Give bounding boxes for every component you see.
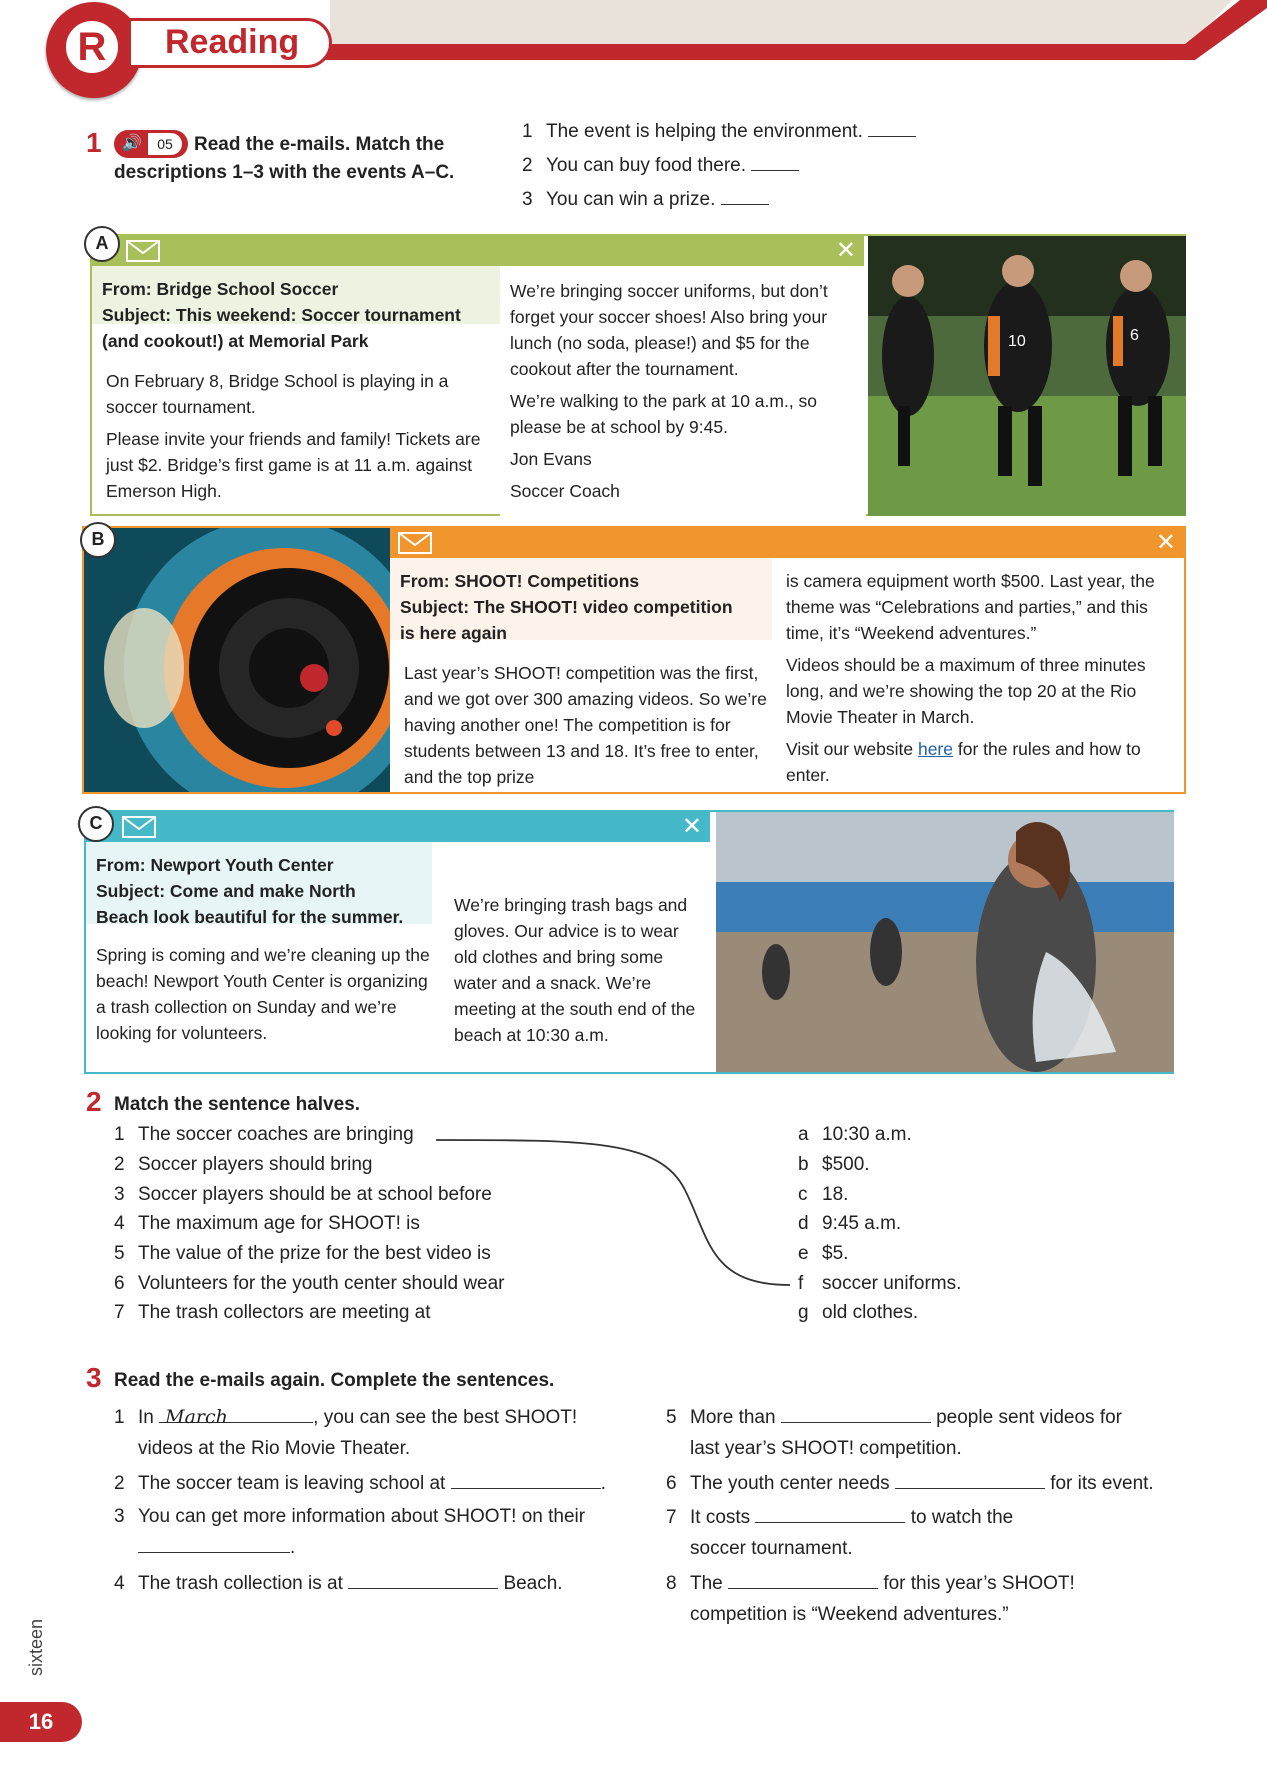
exercise-instruction: Match the sentence halves. — [114, 1094, 361, 1115]
answer-blank[interactable] — [868, 118, 916, 137]
email-from: From: SHOOT! Competitions — [400, 571, 640, 591]
answer-blank[interactable] — [138, 1534, 290, 1553]
svg-text:6: 6 — [1130, 327, 1139, 344]
email-body: We’re bringing soccer uniforms, but don’t forget your soccer shoes! Also bring your lunch (no soda, please!) and $5 for the cookout after the tournament. We’re walking to the park at 10 a.m., so please be at school by 9:45. Jon Evans Soccer Coach — [510, 278, 866, 510]
exercise-instruction: Read the e-mails. Match the — [194, 134, 445, 155]
close-icon[interactable]: ✕ — [681, 813, 702, 840]
list-item: b $500. — [798, 1154, 870, 1175]
answer-blank[interactable] — [755, 1504, 905, 1523]
section-title: Reading — [128, 18, 332, 68]
list-item: 2 The soccer team is leaving school at . — [114, 1470, 606, 1497]
answer-blank[interactable] — [721, 186, 769, 205]
camera-lens-photo — [84, 528, 390, 792]
answer-blank[interactable] — [895, 1470, 1045, 1489]
list-item: . — [138, 1534, 295, 1561]
email-body: is camera equipment worth $500. Last year, the theme was “Celebrations and parties,” and this time, it’s “Weekend adventures.” Videos should be a maximum of three minutes long, and we’re showing the top 20 at the Rio Movie Theater in March. Visit our website here for the rules and how to enter. — [786, 571, 1155, 785]
page-word: sixteen — [26, 1618, 46, 1676]
email-from: From: Newport Youth Center — [96, 855, 334, 875]
audio-track-number: 05 — [148, 133, 182, 155]
list-item: d 9:45 a.m. — [798, 1213, 902, 1234]
list-item: soccer tournament. — [690, 1538, 853, 1559]
website-link[interactable]: here — [917, 739, 953, 759]
email-a — [90, 234, 1186, 516]
list-item: 3 Soccer players should be at school before — [114, 1184, 492, 1205]
soccer-photo — [868, 236, 1186, 516]
list-item: 2 You can buy food there. — [522, 152, 799, 179]
email-letter-a: A — [84, 226, 120, 262]
list-item: e $5. — [798, 1243, 849, 1264]
exercise-instruction: Read the e-mails again. Complete the sentences. — [114, 1370, 555, 1391]
list-item: c 18. — [798, 1184, 849, 1205]
email-signature-role: Soccer Coach — [510, 481, 620, 501]
email-c — [84, 810, 1174, 1074]
answer-blank[interactable] — [451, 1470, 601, 1489]
audio-track-button[interactable] — [114, 130, 188, 158]
email-subject: is here again — [400, 623, 507, 643]
email-subject: Subject: The SHOOT! video competition — [400, 597, 733, 617]
svg-text:10: 10 — [1008, 333, 1026, 350]
close-icon[interactable]: ✕ — [1155, 529, 1176, 556]
email-subject: Subject: Come and make North — [96, 881, 356, 901]
list-item: competition is “Weekend adventures.” — [690, 1604, 1009, 1625]
email-from: From: Bridge School Soccer — [102, 279, 339, 299]
answer-blank[interactable]: March — [159, 1404, 313, 1423]
email-body: We’re bringing trash bags and gloves. Our advice is to wear old clothes and bring some water and a snack. We’re meeting at the south end of the beach at 10:30 a.m. — [454, 895, 696, 1045]
email-subject: Subject: This weekend: Soccer tournament — [102, 305, 461, 325]
close-icon[interactable]: ✕ — [835, 237, 856, 264]
envelope-icon — [398, 532, 432, 554]
list-item: 5 The value of the prize for the best video is — [114, 1243, 491, 1264]
list-item: 3 You can get more information about SHOOT! on their — [114, 1506, 586, 1527]
list-item: 5 More than people sent videos for — [666, 1404, 1122, 1431]
list-item: 3 You can win a prize. — [522, 186, 769, 213]
email-titlebar — [86, 812, 710, 842]
email-b — [82, 526, 1186, 794]
email-signature: Jon Evans — [510, 449, 592, 469]
envelope-icon — [122, 816, 156, 838]
answer-blank[interactable] — [348, 1570, 498, 1589]
list-item: 6 Volunteers for the youth center should wear — [114, 1273, 505, 1294]
list-item: 2 Soccer players should bring — [114, 1154, 373, 1175]
list-item: 4 The trash collection is at Beach. — [114, 1570, 563, 1597]
section-badge-letter: R — [63, 18, 121, 76]
email-letter-c: C — [78, 806, 114, 842]
answer-blank[interactable] — [781, 1404, 931, 1423]
exercise-number: 2 — [86, 1086, 102, 1117]
email-subject: (and cookout!) at Memorial Park — [102, 331, 369, 351]
email-body: On February 8, Bridge School is playing in a soccer tournament. Please invite your friends and family! Tickets are just $2. Bridge’s first game is at 11 a.m. against Emerson High. — [106, 371, 481, 501]
exercise-number: 1 — [86, 127, 102, 158]
email-titlebar — [390, 528, 1184, 558]
email-subject: Beach look beautiful for the summer. — [96, 907, 404, 927]
matching-line — [430, 1130, 802, 1300]
speaker-icon: 🔊 — [122, 135, 142, 152]
list-item: 7 The trash collectors are meeting at — [114, 1302, 431, 1323]
exercise-instruction: descriptions 1–3 with the events A–C. — [114, 162, 455, 183]
list-item: 8 The for this year’s SHOOT! — [666, 1570, 1075, 1597]
answer-blank[interactable] — [751, 152, 799, 171]
email-titlebar — [92, 236, 864, 266]
list-item: a 10:30 a.m. — [798, 1124, 912, 1145]
list-item: 4 The maximum age for SHOOT! is — [114, 1213, 420, 1234]
exercise-number: 3 — [86, 1362, 102, 1393]
envelope-icon — [126, 240, 160, 262]
list-item: f soccer uniforms. — [798, 1273, 962, 1294]
list-item: 1 The soccer coaches are bringing — [114, 1124, 414, 1145]
list-item: 6 The youth center needs for its event. — [666, 1470, 1154, 1497]
email-letter-b: B — [80, 522, 116, 558]
list-item: videos at the Rio Movie Theater. — [138, 1438, 411, 1459]
list-item: 7 It costs to watch the — [666, 1504, 1013, 1531]
list-item: g old clothes. — [798, 1302, 919, 1323]
list-item: last year’s SHOOT! competition. — [690, 1438, 962, 1459]
answer-blank[interactable] — [728, 1570, 878, 1589]
page-number: 16 — [0, 1702, 82, 1742]
email-body: Last year’s SHOOT! competition was the first, and we got over 300 amazing videos. So we’re having another one! The competition is for students between 13 and 18. It’s free to enter, and the top prize — [404, 663, 767, 787]
list-item: 1 The event is helping the environment. — [522, 118, 916, 145]
beach-cleanup-photo — [716, 812, 1174, 1072]
email-body: Spring is coming and we’re cleaning up the beach! Newport Youth Center is organizing a trash collection on Sunday and we’re looking for volunteers. — [96, 945, 430, 1043]
list-item: 1 In March , you can see the best SHOOT! — [114, 1406, 578, 1428]
